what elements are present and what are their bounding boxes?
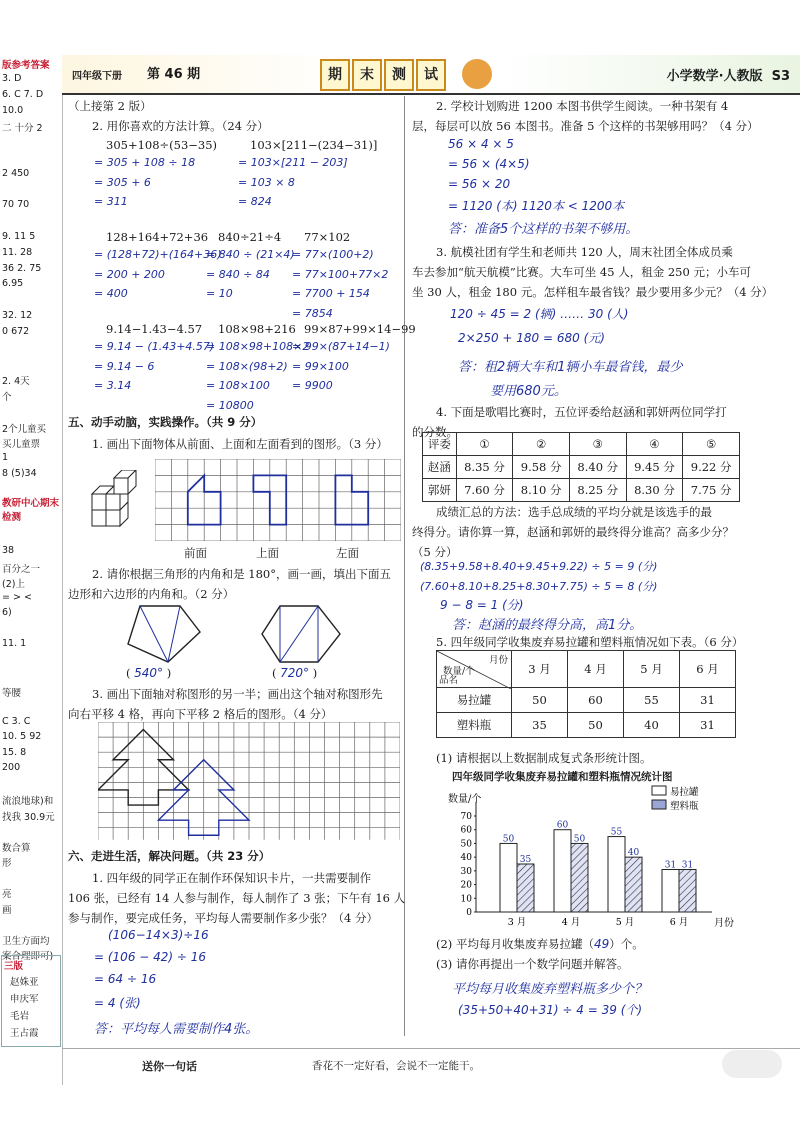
calc-work-line: = 3.14 <box>94 379 132 392</box>
q5-3-prompt-b: 向右平移 4 格，再向下平移 2 格后的图形。（4 分） <box>68 707 333 721</box>
strip-mid-line: 流浪地球)和 <box>2 796 54 807</box>
calc-work-line: = 311 <box>94 195 128 208</box>
strip-mid-line: 15. 8 <box>2 746 27 758</box>
views-grid <box>155 459 401 541</box>
bar-value-label: 31 <box>681 860 694 871</box>
calc-work-line: = 108×100 <box>206 379 270 392</box>
calc-expression: 128+164+72+36 <box>106 230 209 244</box>
calc-work-line: = 200 + 200 <box>94 267 165 281</box>
collection-corner-cell <box>437 651 512 688</box>
collection-month-cell: 3 月 <box>512 651 568 688</box>
calc-work-line: = 10 <box>206 287 233 300</box>
strip-line: 2个儿童买 <box>2 423 47 435</box>
bar-chart <box>444 784 734 934</box>
q6-1-work-1: (106−14×3)÷16 <box>108 928 209 942</box>
strip-line: 8 (5)34 <box>2 468 37 479</box>
calc-expression: 305+108÷(53−35) <box>106 138 218 152</box>
section-6-title: 六、走进生活，解决问题。（共 23 分） <box>68 849 271 863</box>
score-cell: 7.60 分 <box>456 479 513 502</box>
cube-stack-figure <box>86 470 146 532</box>
collection-row <box>437 688 736 713</box>
question-2-prompt: 2. 用你喜欢的方法计算。（24 分） <box>92 119 269 133</box>
y-tick-label: 10 <box>460 894 472 905</box>
q6-5-2-answer: 49 <box>593 937 610 951</box>
q6-1-prompt-c: 参与制作，要完成任务，平均每人需要制作多少张？（4 分） <box>68 911 378 925</box>
strip-line: 6.95 <box>2 278 24 290</box>
calc-work-line: = 840 ÷ 84 <box>206 267 270 281</box>
q6-5-3-work: (35+50+40+31) ÷ 4 = 39 (个) <box>458 1003 643 1017</box>
calc-work-line: = 9.14 − 6 <box>94 359 155 373</box>
strip-line: 32. 12 <box>2 310 33 321</box>
calc-work-line: = 400 <box>94 287 128 300</box>
strip-title: 版参考答案 <box>2 60 50 71</box>
bar-value-label: 35 <box>519 855 532 865</box>
title-tile-1: 期 <box>320 59 350 91</box>
y-axis-label: 数量/个 <box>448 794 482 805</box>
collection-table <box>436 650 736 738</box>
strip-mid-title: 教研中心期末检测 <box>2 498 60 523</box>
score-row <box>423 479 740 502</box>
score-row <box>423 456 740 479</box>
collection-cell: 50 <box>512 688 568 713</box>
strip-line: 11. 28 <box>2 246 33 258</box>
pentagon-answer: ( 540° ) <box>126 666 172 680</box>
collection-cell: 易拉罐 <box>437 688 512 713</box>
collection-month-cell: 4 月 <box>568 651 624 688</box>
x-tick-label: 6 月 <box>669 917 689 928</box>
score-header-row <box>423 433 740 456</box>
score-header-cell: ① <box>456 433 513 456</box>
strip-mid-line: 卫生方面均 <box>2 935 50 947</box>
bar-cans <box>554 830 571 912</box>
strip-line: 10.0 <box>2 104 24 116</box>
score-cell: 8.30 分 <box>626 479 683 502</box>
footer <box>62 1052 800 1082</box>
corner-label-month: 月份 <box>488 655 508 666</box>
bar-value-label: 31 <box>664 860 677 871</box>
y-tick-label: 40 <box>460 853 472 864</box>
y-tick-label: 30 <box>460 866 472 877</box>
strip-mid-line: 案合理即可) <box>2 951 54 962</box>
calc-work-line: = 103×[211 − 203] <box>238 156 348 169</box>
q5-2-prompt-a: 2. 请你根据三角形的内角和是 180°，画一画，填出下面五 <box>92 567 391 581</box>
calc-work-line: = 305 + 108 ÷ 18 <box>94 156 196 169</box>
legend-swatch <box>652 800 666 809</box>
calc-expression: 9.14−1.43−4.57 <box>106 322 203 336</box>
q6-1-work-2: = (106 − 42) ÷ 16 <box>94 950 207 964</box>
collection-row <box>437 713 736 738</box>
q6-2-work-1: 56 × 4 × 5 <box>448 137 514 151</box>
strip-mid-line: 百分之一 <box>2 563 41 575</box>
hexagon-figure <box>258 604 348 664</box>
score-cell: 7.75 分 <box>683 479 740 502</box>
lion-mascot-icon <box>462 59 492 89</box>
title-tile-4: 试 <box>416 59 446 91</box>
bar-bottles <box>679 869 696 912</box>
q6-3-prompt-c: 坐 30 人，租金 180 元。怎样租车最省钱？最少要用多少元？（4 分） <box>412 285 774 299</box>
calc-work-line: = 108×(98+2) <box>206 359 288 373</box>
legend-label: 塑料瓶 <box>670 801 699 812</box>
calc-work-line: = 77×(100+2) <box>292 248 374 261</box>
footer-rule <box>62 1048 800 1049</box>
score-cell: 8.35 分 <box>456 456 513 479</box>
collection-header-row <box>437 651 736 688</box>
q6-1-prompt-a: 1. 四年级的同学正在制作环保知识卡片，一共需要制作 <box>92 871 372 885</box>
footer-quote: 香花不一定好看，会说不一定能干。 <box>312 1060 480 1072</box>
view-label-top: 上面 <box>256 546 279 560</box>
y-tick-label: 0 <box>466 908 472 918</box>
watermark-logo <box>722 1050 782 1078</box>
strip-line: 二 十分 2 <box>2 123 43 135</box>
subject-label: 小学数学·人教版 S3 <box>666 69 790 84</box>
y-tick-label: 20 <box>460 880 472 891</box>
q6-1-work-4: = 4 (张) <box>94 996 141 1010</box>
score-cell: 8.40 分 <box>569 456 626 479</box>
calc-work-line: = 99×100 <box>292 359 349 373</box>
q6-2-work-3: = 56 × 20 <box>448 177 511 191</box>
q6-2-prompt-b: 层，每层可以放 56 本图书。准备 5 个这样的书架够用吗？（4 分） <box>412 119 759 133</box>
strip-line: 36 2. 75 <box>2 262 42 274</box>
page-header <box>62 55 800 93</box>
strip-mid-line: 11. 1 <box>2 638 27 649</box>
q6-2-answer: 答：准备5个这样的书架不够用。 <box>448 222 639 237</box>
strip-mid-line: 6) <box>2 607 12 618</box>
strip-credit-box <box>1 955 61 1047</box>
collection-cell: 31 <box>680 713 736 738</box>
strip-box-line: 赵姝亚 <box>10 977 39 988</box>
view-label-left: 左面 <box>336 546 359 560</box>
q6-4-prompt-e: （5 分） <box>412 545 458 559</box>
bar-value-label: 60 <box>556 820 569 831</box>
y-tick-label: 60 <box>460 825 472 836</box>
bar-cans <box>608 837 625 912</box>
strip-line: 0 672 <box>2 325 30 337</box>
strip-mid-line: 10. 5 92 <box>2 731 42 742</box>
q6-3-work-2: 2×250 + 180 = 680 (元) <box>458 331 605 345</box>
calc-work-line: = 10800 <box>206 398 254 412</box>
score-cell: 9.22 分 <box>683 456 740 479</box>
x-axis-label: 月份 <box>714 918 734 929</box>
collection-cell: 35 <box>512 713 568 738</box>
calc-work-line: = 9.14 − (1.43+4.57) <box>94 340 215 353</box>
score-cell: 赵涵 <box>423 456 457 479</box>
q5-1-prompt: 1. 画出下面物体从前面、上面和左面看到的图形。（3 分） <box>92 437 388 451</box>
legend-label: 易拉罐 <box>670 787 699 798</box>
q6-2-prompt-a: 2. 学校计划购进 1200 本图书供学生阅读。一种书架有 4 <box>436 99 729 113</box>
strip-box-line: 毛岩 <box>10 1011 30 1022</box>
collection-cell: 60 <box>568 688 624 713</box>
corner-label-count: 数量/个 <box>443 666 475 677</box>
q6-2-work-2: = 56 × (4×5) <box>448 157 530 171</box>
strip-line: 6. C 7. D <box>2 88 44 100</box>
view-label-front: 前面 <box>184 546 207 560</box>
calc-work-line: = 77×100+77×2 <box>292 267 389 281</box>
score-header-cell: ④ <box>626 433 683 456</box>
strip-mid-line: 等腰 <box>2 687 22 699</box>
strip-mid-line: 200 <box>2 762 21 773</box>
calc-work-line: = 108×98+108×2 <box>206 340 310 353</box>
calc-work-line: = 7854 <box>292 306 333 320</box>
y-tick-label: 50 <box>460 839 472 850</box>
collection-cell: 50 <box>568 713 624 738</box>
hexagon-answer: ( 720° ) <box>272 666 318 680</box>
q6-5-2-prompt: (2) 平均每月收集废弃易拉罐（49）个。 <box>436 937 644 951</box>
strip-line: 3. D <box>2 73 22 84</box>
bar-value-label: 50 <box>502 834 515 845</box>
score-header-cell: 评委 <box>423 433 457 456</box>
strip-mid-line: = > < <box>2 591 32 603</box>
collection-cell: 塑料瓶 <box>437 713 512 738</box>
q6-4-work-1: (8.35+9.58+8.40+9.45+9.22) ÷ 5 = 9 (分) <box>420 560 658 573</box>
collection-cell: 40 <box>624 713 680 738</box>
title-tile-2: 末 <box>352 59 382 91</box>
legend-swatch <box>652 786 666 795</box>
score-table <box>422 432 740 502</box>
calc-work-line: = 305 + 6 <box>94 175 151 189</box>
q6-4-answer: 答：赵涵的最终得分高，高1分。 <box>452 618 643 633</box>
score-cell: 9.58 分 <box>513 456 570 479</box>
calc-work-line: = 103 × 8 <box>238 175 295 189</box>
q6-4-work-3: 9 − 8 = 1 (分) <box>440 598 524 612</box>
strip-mid-line: 38 <box>2 545 15 556</box>
q6-3-answer-1: 答：租2辆大车和1辆小车最省钱，最少 <box>458 360 683 375</box>
q6-4-prompt-c: 成绩汇总的方法：选手总成绩的平均分就是该选手的最 <box>436 505 712 519</box>
x-tick-label: 3 月 <box>507 917 527 928</box>
bar-value-label: 40 <box>627 848 640 859</box>
grade-label: 四年级下册 <box>72 71 122 82</box>
score-header-cell: ⑤ <box>683 433 740 456</box>
calc-work-line: = 840 ÷ (21×4) <box>206 248 295 261</box>
calc-work-line: = 99×(87+14−1) <box>292 340 390 353</box>
header-rule <box>62 93 800 95</box>
footer-label: 送你一句话 <box>142 1060 197 1073</box>
strip-line: 70 70 <box>2 199 30 211</box>
pentagon-figure <box>120 604 210 664</box>
q6-1-answer: 答：平均每人需要制作4张。 <box>94 1022 259 1037</box>
q6-3-prompt-a: 3. 航模社团有学生和老师共 120 人，周末社团全体成员乘 <box>436 245 733 259</box>
strip-line: 买儿童票 <box>2 439 41 451</box>
q6-5-prompt: 5. 四年级同学收集废弃易拉罐和塑料瓶情况如下表。（6 分） <box>436 635 744 649</box>
bar-value-label: 55 <box>610 827 623 838</box>
score-cell: 9.45 分 <box>626 456 683 479</box>
title-tile-3: 测 <box>384 59 414 91</box>
q5-3-prompt-a: 3. 画出下面轴对称图形的另一半；画出这个轴对称图形先 <box>92 687 383 701</box>
q6-5-1-prompt: (1) 请根据以上数据制成复式条形统计图。 <box>436 751 652 765</box>
calc-expression: 103×[211−(234−31)] <box>250 138 378 152</box>
bar-value-label: 50 <box>573 834 586 845</box>
strip-box-title: 三版 <box>4 961 24 972</box>
x-tick-label: 4 月 <box>561 917 581 928</box>
strip-mid-line: 找我 30.9元 <box>2 811 55 823</box>
strip-line: 1 <box>2 452 9 464</box>
calc-work-line: = 824 <box>238 195 272 208</box>
collection-month-cell: 6 月 <box>680 651 736 688</box>
chart-title: 四年级同学收集废弃易拉罐和塑料瓶情况统计图 <box>452 771 673 783</box>
calc-work-line: = 7700 + 154 <box>292 287 370 300</box>
calc-expression: 77×102 <box>304 230 351 244</box>
q6-3-prompt-b: 车去参加“航天航模”比赛。大车可坐 45 人，租金 250 元；小车可 <box>412 265 751 279</box>
bar-bottles <box>625 857 642 912</box>
collection-cell: 31 <box>680 688 736 713</box>
strip-mid-line: 画 <box>2 904 12 916</box>
bar-cans <box>500 843 517 912</box>
score-header-cell: ② <box>513 433 570 456</box>
q6-5-3-prompt: (3) 请你再提出一个数学问题并解答。 <box>436 957 629 971</box>
strip-line: 2 450 <box>2 167 30 179</box>
bar-bottles <box>517 864 534 912</box>
bar-bottles <box>571 843 588 912</box>
strip-line: 个 <box>2 392 12 403</box>
issue-number: 第 46 期 <box>147 67 201 82</box>
q6-3-work-1: 120 ÷ 45 = 2 (辆) …… 30 (人) <box>450 307 629 321</box>
symmetry-grid <box>98 722 400 840</box>
calc-expression: 99×87+99×14−99 <box>304 322 416 336</box>
calc-expression: 840÷21÷4 <box>218 230 282 244</box>
q6-4-work-2: (7.60+8.10+8.25+8.30+7.75) ÷ 5 = 8 (分) <box>420 580 658 593</box>
score-header-cell: ③ <box>569 433 626 456</box>
strip-mid-line: 数合算 <box>2 842 31 854</box>
strip-line: 2. 4天 <box>2 376 30 388</box>
x-tick-label: 5 月 <box>615 917 635 928</box>
y-tick-label: 70 <box>460 812 472 822</box>
section-5-title: 五、动手动脑，实践操作。（共 9 分） <box>68 415 263 429</box>
q6-5-3-question: 平均每月收集废弃塑料瓶多少个？ <box>452 982 648 997</box>
calc-work-line: = (128+72)+(164+36) <box>94 248 222 261</box>
strip-box-line: 王占霞 <box>10 1028 39 1039</box>
q6-4-prompt-b: 的分数。 <box>412 425 458 439</box>
strip-box-line: 申庆军 <box>10 994 39 1005</box>
score-cell: 8.10 分 <box>513 479 570 502</box>
bar-cans <box>662 869 679 912</box>
strip-mid-line: C 3. C <box>2 715 31 727</box>
answer-key-strip <box>0 55 63 1085</box>
strip-mid-line: 亮 <box>2 889 12 900</box>
q6-4-prompt-a: 4. 下面是歌唱比赛时，五位评委给赵涵和郭妍两位同学打 <box>436 405 727 419</box>
score-cell: 8.25 分 <box>569 479 626 502</box>
corner-label-item: 品名 <box>439 675 459 686</box>
calc-expression: 108×98+216 <box>218 322 296 336</box>
q6-1-work-3: = 64 ÷ 16 <box>94 972 157 986</box>
q6-1-prompt-b: 106 张，已经有 14 人参与制作，每人制作了 3 张；下午有 16 人 <box>68 891 406 905</box>
calc-work-line: = 9900 <box>292 379 333 392</box>
strip-mid-line: (2)上 <box>2 579 25 590</box>
q6-2-work-4: = 1120 (本) 1120本 < 1200本 <box>448 199 625 213</box>
strip-line: 9. 11 5 <box>2 231 36 242</box>
q5-2-prompt-b: 边形和六边形的内角和。（2 分） <box>68 587 235 601</box>
score-cell: 郭妍 <box>423 479 457 502</box>
collection-cell: 55 <box>624 688 680 713</box>
strip-mid-line: 形 <box>2 858 12 869</box>
q6-4-prompt-d: 终得分。请你算一算，赵涵和郭妍的最终得分谁高？高多少分？ <box>412 525 734 539</box>
continued-note: （上接第 2 版） <box>68 99 152 113</box>
q6-3-answer-2: 要用680元。 <box>490 384 567 399</box>
collection-month-cell: 5 月 <box>624 651 680 688</box>
